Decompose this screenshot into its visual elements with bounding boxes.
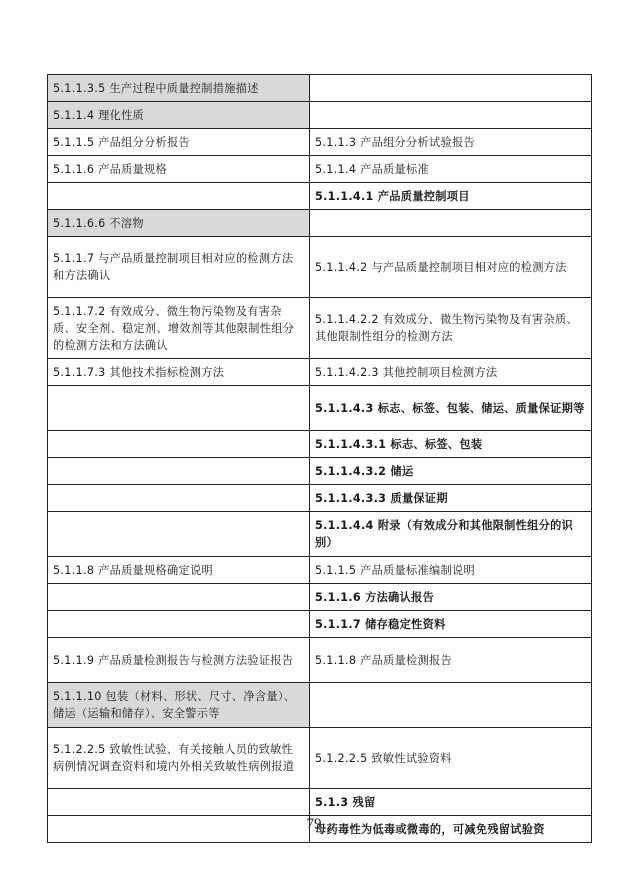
left-cell: 5.1.1.5 产品组分分析报告 [48, 129, 310, 156]
left-cell [48, 789, 310, 816]
left-cell: 5.1.1.10 包装（材料、形状、尺寸、净含量）、储运（运输和储存）、安全警示等 [48, 683, 310, 728]
table-row [48, 359, 592, 386]
comparison-table [47, 74, 592, 843]
right-cell: 5.1.1.4.3.2 储运 [310, 458, 592, 485]
left-cell: 5.1.1.7.3 其他技术指标检测方法 [48, 359, 310, 386]
left-cell [48, 584, 310, 611]
right-cell: 5.1.3 残留 [310, 789, 592, 816]
right-cell [310, 210, 592, 237]
right-cell: 5.1.1.4.3 标志、标签、包装、储运、质量保证期等 [310, 386, 592, 431]
right-cell: 5.1.1.6 方法确认报告 [310, 584, 592, 611]
left-cell [48, 512, 310, 557]
left-cell: 5.1.1.6.6 不溶物 [48, 210, 310, 237]
right-cell: 5.1.1.8 产品质量检测报告 [310, 638, 592, 683]
right-cell: 5.1.1.4.2 与产品质量控制项目相对应的检测方法 [310, 237, 592, 298]
page-number: 79 [306, 816, 322, 832]
table-row [48, 183, 592, 210]
table-row [48, 237, 592, 298]
right-cell: 5.1.1.7 储存稳定性资料 [310, 611, 592, 638]
left-cell [48, 611, 310, 638]
left-cell: 5.1.2.2.5 致敏性试验、有关接触人员的致敏性病例情况调查资料和境内外相关致敏性病例报道 [48, 728, 310, 789]
table-row [48, 584, 592, 611]
right-cell: 5.1.1.4.3.3 质量保证期 [310, 485, 592, 512]
table-row [48, 728, 592, 789]
table-row [48, 611, 592, 638]
table-row [48, 102, 592, 129]
left-cell [48, 386, 310, 431]
table-row [48, 638, 592, 683]
left-cell: 5.1.1.6 产品质量规格 [48, 156, 310, 183]
left-cell: 5.1.1.9 产品质量检测报告与检测方法验证报告 [48, 638, 310, 683]
table-row [48, 386, 592, 431]
left-cell [48, 431, 310, 458]
left-cell: 5.1.1.8 产品质量规格确定说明 [48, 557, 310, 584]
right-cell: 5.1.1.4.4 附录（有效成分和其他限制性组分的识别） [310, 512, 592, 557]
table-row [48, 485, 592, 512]
right-cell: 5.1.1.4.2.3 其他控制项目检测方法 [310, 359, 592, 386]
left-cell: 5.1.1.7 与产品质量控制项目相对应的检测方法和方法确认 [48, 237, 310, 298]
right-cell: 5.1.1.3 产品组分分析试验报告 [310, 129, 592, 156]
left-cell: 5.1.1.3.5 生产过程中质量控制措施描述 [48, 75, 310, 102]
right-cell: 5.1.1.4.3.1 标志、标签、包装 [310, 431, 592, 458]
left-cell [48, 183, 310, 210]
left-cell [48, 485, 310, 512]
table-row [48, 789, 592, 816]
table-row [48, 75, 592, 102]
right-cell: 5.1.1.4.1 产品质量控制项目 [310, 183, 592, 210]
table-row [48, 210, 592, 237]
right-cell: 5.1.2.2.5 致敏性试验资料 [310, 728, 592, 789]
right-cell: 5.1.1.4 产品质量标准 [310, 156, 592, 183]
right-cell [310, 102, 592, 129]
left-cell: 5.1.1.7.2 有效成分、微生物污染物及有害杂质、安全剂、稳定剂、增效剂等其他限制性组分的检测方法和方法确认 [48, 298, 310, 359]
table-row [48, 156, 592, 183]
right-cell [310, 683, 592, 728]
right-cell: 5.1.1.4.2.2 有效成分、微生物污染物及有害杂质、其他限制性组分的检测方法 [310, 298, 592, 359]
right-cell [310, 75, 592, 102]
table-row [48, 512, 592, 557]
table-row [48, 298, 592, 359]
table-row [48, 683, 592, 728]
left-cell: 5.1.1.4 理化性质 [48, 102, 310, 129]
left-cell [48, 458, 310, 485]
table-row [48, 458, 592, 485]
right-cell: 母药毒性为低毒或微毒的，可减免残留试验资 [310, 816, 592, 843]
table-row [48, 431, 592, 458]
table-row [48, 557, 592, 584]
table-row [48, 129, 592, 156]
right-cell: 5.1.1.5 产品质量标准编制说明 [310, 557, 592, 584]
